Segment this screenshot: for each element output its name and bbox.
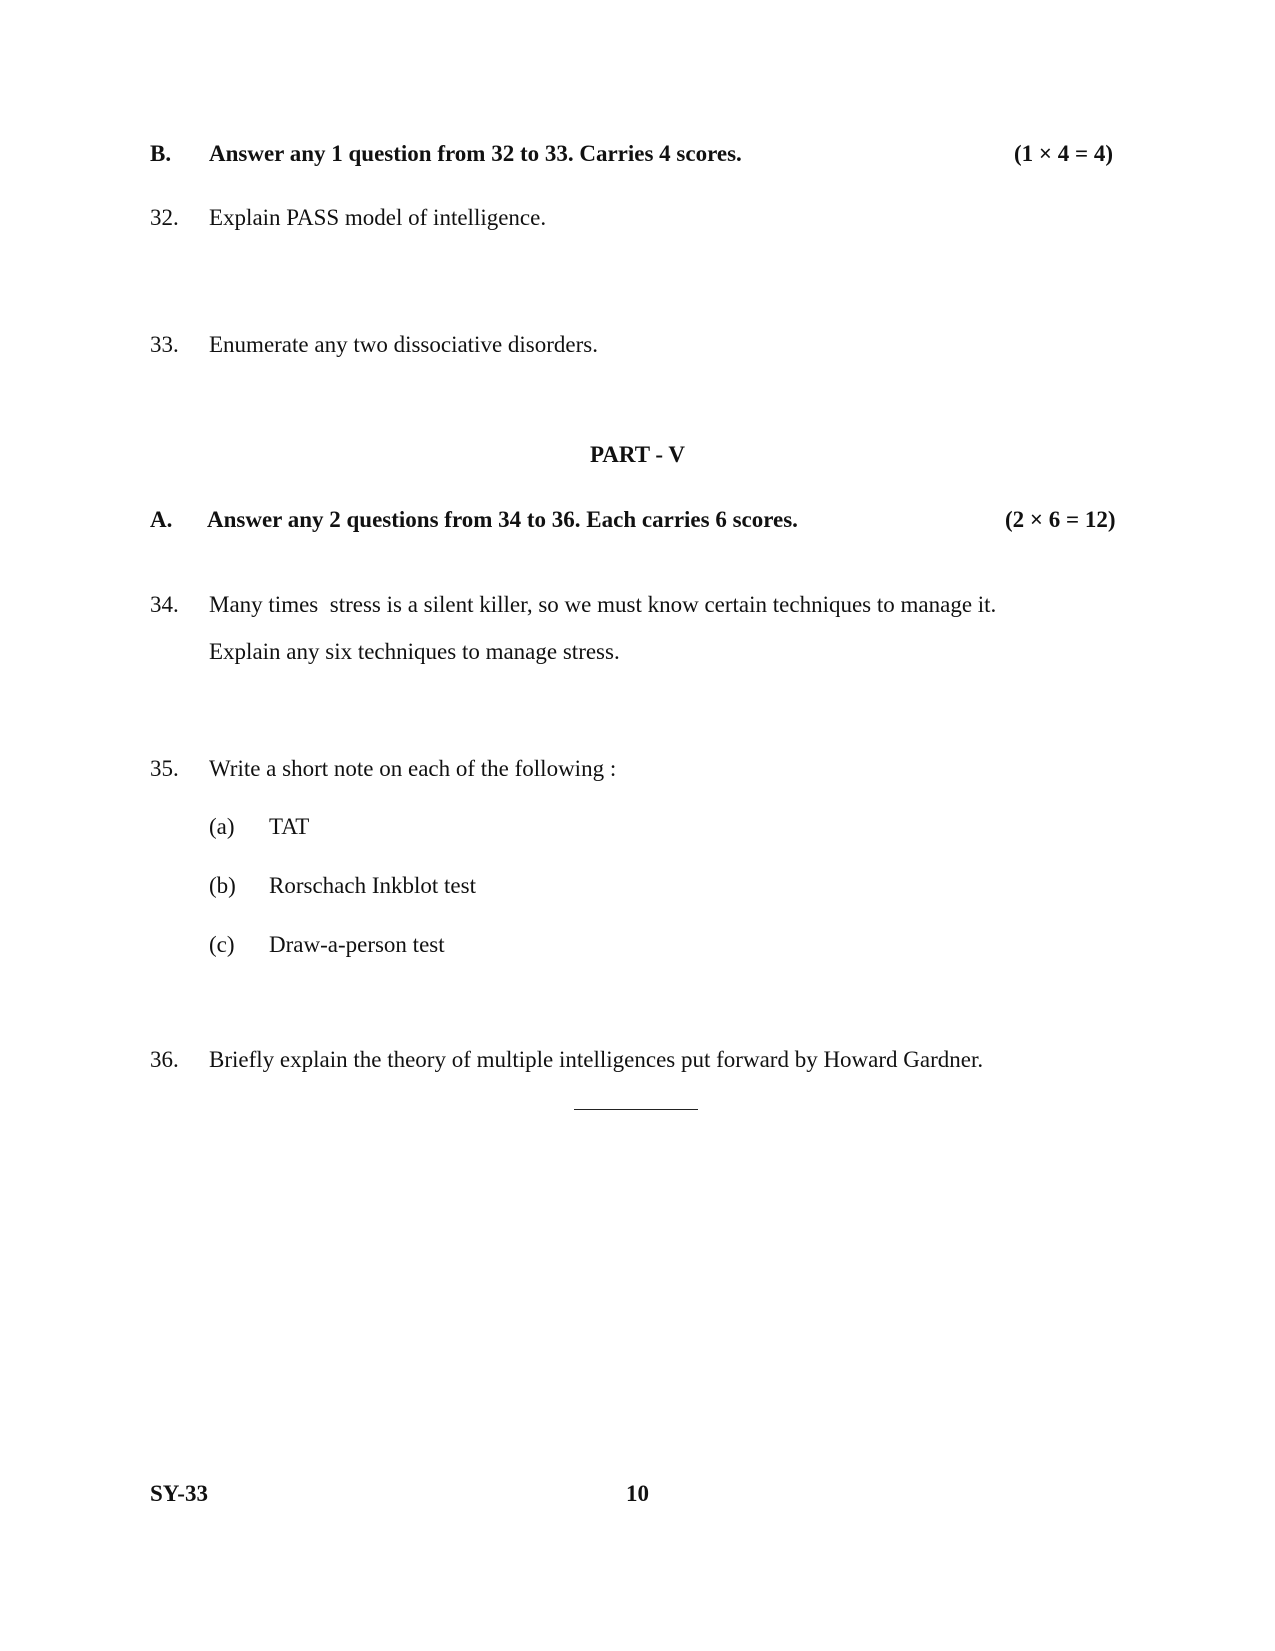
question-35-item-label: (c) [209,932,235,957]
section-a-instruction: Answer any 2 questions from 34 to 36. Each carries 6 scores. [207,507,798,532]
question-35-number: 35. [150,756,179,781]
question-35-item-text: TAT [269,814,310,839]
end-divider [574,1109,698,1110]
question-36-text: Briefly explain the theory of multiple intelligences put forward by Howard Gardner. [209,1047,984,1072]
footer-paper-code: SY-33 [150,1481,208,1506]
question-32-number: 32. [150,205,179,230]
section-a-letter: A. [150,507,173,532]
question-34-line-2: Explain any six techniques to manage stress. [209,639,620,664]
question-35-text: Write a short note on each of the following : [209,756,617,781]
section-a-marks: (2 × 6 = 12) [1005,507,1116,532]
question-32-text: Explain PASS model of intelligence. [209,205,547,230]
question-35-item-label: (a) [209,814,235,839]
question-34-number: 34. [150,592,179,617]
part-title: PART - V [589,442,686,467]
question-35-item-text: Rorschach Inkblot test [269,873,476,898]
footer-page-number: 10 [626,1481,649,1506]
question-34-line-1: Many times stress is a silent killer, so we must know certain techniques to manage it. [209,592,997,617]
question-33-text: Enumerate any two dissociative disorders. [209,332,598,357]
question-35-item-label: (b) [209,873,236,898]
question-36-number: 36. [150,1047,179,1072]
question-35-item-text: Draw-a-person test [269,932,445,957]
section-b-letter: B. [150,141,172,166]
question-33-number: 33. [150,332,179,357]
section-b-marks: (1 × 4 = 4) [1014,141,1114,166]
section-b-instruction: Answer any 1 question from 32 to 33. Carries 4 scores. [209,141,742,166]
